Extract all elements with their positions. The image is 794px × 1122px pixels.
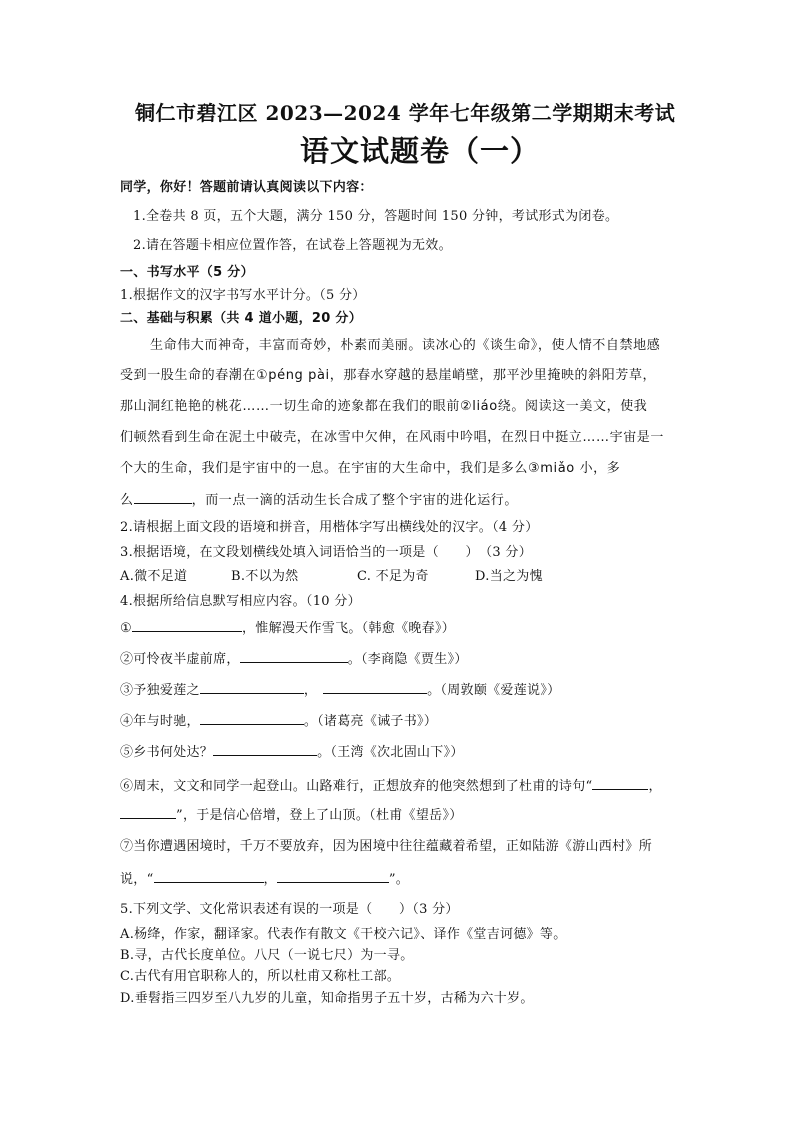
q4-item-3 (120, 681, 560, 699)
passage-line: 生命伟大而神奇，丰富而奇妙，朴素而美丽。读冰心的《谈生命》，使人情不自禁地感 (150, 338, 661, 353)
passage-word: ，而一点一滴的活动生长合成了整个宇宙的进化运行。 (191, 493, 519, 508)
item-text: 。（李商隐《贾生》） (347, 652, 468, 667)
section-1-heading: 一、书写水平（5 分） (120, 265, 254, 280)
fill-blank (120, 806, 176, 819)
fill-blank (200, 712, 304, 725)
fill-blank (200, 681, 304, 694)
passage-line (120, 491, 518, 509)
passage-line: 受到一股生命的春潮在①péng pài，那春水穿越的悬崖峭壁，那平沙里掩映的斜阳芳草， (120, 368, 657, 383)
item-text: 。（王湾《次北固山下》） (317, 745, 464, 760)
fill-blank (154, 870, 264, 883)
q4-item-4 (120, 712, 437, 730)
q4-item-6-cont (120, 806, 463, 824)
question-5: 5.下列文学、文化常识表述有误的一项是（ ）（3 分） (120, 902, 459, 917)
item-text: ②可怜夜半虚前席， (120, 652, 240, 667)
q4-item-6 (120, 777, 662, 795)
q3-option-d: D.当之为愧 (475, 569, 543, 584)
item-text: ， (303, 683, 318, 698)
q5-option-c: C.古代有用官职称人的，所以杜甫又称杜工部。 (120, 969, 401, 984)
section-2-heading: 二、基础与积累（共 4 道小题，20 分） (120, 311, 363, 326)
item-text: ③予独爱莲之 (120, 683, 200, 698)
exam-title: 铜仁市碧江区 2023—2024 学年七年级第二学期期末考试 (135, 101, 676, 125)
item-text: ， (263, 872, 277, 887)
q4-item-2 (120, 650, 468, 668)
q4-item-7: ⑦当你遭遇困境时，千万不要放弃，因为困境中往往蕴藏着希望，正如陆游《游山西村》所 (120, 839, 653, 854)
item-text: ， (648, 779, 662, 794)
item-text: ⑤乡书何处达？ (120, 745, 214, 760)
notice-item-2: 2.请在答题卡相应位置作答，在试卷上答题视为无效。 (133, 238, 452, 253)
fill-blank (134, 491, 192, 504)
question-4: 4.根据所给信息默写相应内容。（10 分） (120, 594, 361, 609)
q3-option-b: B.不以为然 (231, 569, 299, 584)
item-text: ，惟解漫天作雪飞。（韩愈《晚春》） (241, 621, 456, 636)
item-text: ”，于是信心倍增，登上了山顶。（杜甫《望岳》） (176, 808, 463, 823)
q5-option-d: D.垂髫指三四岁至八九岁的儿童，知命指男子五十岁，古稀为六十岁。 (120, 991, 534, 1006)
fill-blank (592, 777, 648, 790)
q3-option-a: A.微不足道 (120, 569, 188, 584)
passage-line: 们顿然看到生命在泥土中破壳，在冰雪中欠伸，在风雨中吟唱，在烈日中挺立……宇宙是一 (120, 430, 665, 445)
fill-blank (132, 619, 242, 632)
item-text: 。（诸葛亮《诫子书》） (303, 714, 438, 729)
fill-blank (323, 681, 427, 694)
q5-option-a: A.杨绛，作家，翻译家。代表作有散文《干校六记》、译作《堂吉诃德》等。 (120, 927, 567, 942)
notice-greeting: 同学，你好！答题前请认真阅读以下内容： (120, 180, 373, 195)
q3-option-c: C. 不足为奇 (357, 569, 429, 584)
fill-blank (240, 650, 348, 663)
q4-item-7-cont (120, 870, 409, 888)
question-1: 1.根据作文的汉字书写水平计分。（5 分） (120, 288, 366, 303)
item-text: ⑥周末，文文和同学一起登山。山路难行，正想放弃的他突然想到了杜甫的诗句“ (120, 779, 593, 794)
exam-subtitle: 语文试题卷（一） (300, 134, 541, 168)
item-text: 说，“ (120, 872, 154, 887)
passage-word: 么 (120, 493, 134, 508)
item-text: ④年与时驰， (120, 714, 200, 729)
question-3: 3.根据语境，在文段划横线处填入词语恰当的一项是（ ） （3 分） (120, 545, 533, 560)
question-2: 2.请根据上面文段的语境和拼音，用楷体字写出横线处的汉字。（4 分） (120, 520, 539, 535)
fill-blank (213, 743, 317, 756)
q5-option-b: B.寻，古代长度单位。八尺（一说七尺）为一寻。 (120, 948, 414, 963)
item-number: ① (120, 621, 132, 636)
passage-line: 那山洞红艳艳的桃花……一切生命的迹象都在我们的眼前②liáo绕。阅读这一美文，使我 (120, 399, 648, 414)
item-text: ”。 (388, 872, 410, 887)
q4-item-1 (120, 619, 455, 637)
fill-blank (277, 870, 389, 883)
q4-item-5 (120, 743, 464, 761)
passage-line: 个大的生命，我们是宇宙中的一息。在宇宙的大生命中，我们是多么③miǎo 小，多 (120, 461, 621, 476)
notice-item-1: 1.全卷共 8 页，五个大题，满分 150 分，答题时间 150 分钟，考试形式为闭卷。 (133, 209, 619, 224)
item-text: 。（周敦颐《爱莲说》） (427, 683, 561, 698)
